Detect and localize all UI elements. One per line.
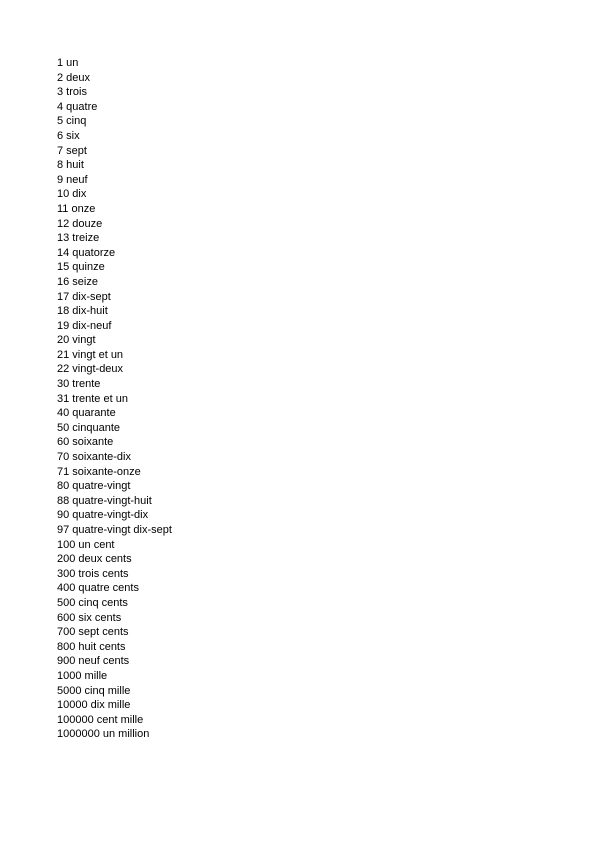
number-entry: 600 six cents	[57, 611, 122, 624]
number-entry: 13 treize	[57, 232, 100, 245]
number-entry: 30 trente	[57, 378, 101, 391]
number-entry: 71 soixante-onze	[57, 465, 141, 478]
number-entry: 80 quatre-vingt	[57, 480, 131, 493]
number-entry: 20 vingt	[57, 334, 96, 347]
number-entry: 7 sept	[57, 144, 87, 157]
number-entry: 21 vingt et un	[57, 348, 124, 361]
number-entry: 31 trente et un	[57, 392, 128, 405]
number-entry: 1000000 un million	[57, 728, 150, 741]
number-entry: 9 neuf	[57, 173, 88, 186]
number-entry: 50 cinquante	[57, 421, 120, 434]
number-entry: 100 un cent	[57, 538, 115, 551]
number-entry: 70 soixante-dix	[57, 451, 131, 464]
number-entry: 4 quatre	[57, 100, 98, 113]
number-entry: 800 huit cents	[57, 640, 126, 653]
number-entry: 8 huit	[57, 159, 84, 172]
number-entry: 900 neuf cents	[57, 655, 130, 668]
number-entry: 10000 dix mille	[57, 699, 131, 712]
number-entry: 6 six	[57, 129, 80, 142]
number-entry: 40 quarante	[57, 407, 116, 420]
number-entry: 2 deux	[57, 71, 91, 84]
number-entry: 3 trois	[57, 86, 87, 99]
number-entry: 700 sept cents	[57, 626, 129, 639]
number-entry: 5 cinq	[57, 115, 87, 128]
number-entry: 1000 mille	[57, 669, 108, 682]
number-entry: 19 dix-neuf	[57, 319, 112, 332]
number-entry: 22 vingt-deux	[57, 363, 124, 376]
number-entry: 18 dix-huit	[57, 305, 108, 318]
number-entry: 14 quatorze	[57, 246, 116, 259]
number-entry: 5000 cinq mille	[57, 684, 131, 697]
number-entry: 11 onze	[57, 202, 96, 215]
number-entry: 300 trois cents	[57, 567, 129, 580]
number-entry: 17 dix-sept	[57, 290, 111, 303]
number-entry: 500 cinq cents	[57, 596, 128, 609]
number-entry: 60 soixante	[57, 436, 114, 449]
number-list	[57, 56, 172, 742]
number-entry: 1 un	[57, 57, 79, 69]
number-entry: 90 quatre-vingt-dix	[57, 509, 149, 522]
number-entry: 16 seize	[57, 275, 98, 288]
number-entry: 15 quinze	[57, 261, 105, 274]
number-entry: 10 dix	[57, 188, 87, 201]
number-entry: 200 deux cents	[57, 553, 132, 566]
number-entry: 88 quatre-vingt-huit	[57, 494, 152, 507]
number-entry: 12 douze	[57, 217, 103, 230]
number-entry: 100000 cent mille	[57, 713, 144, 726]
number-entry: 97 quatre-vingt dix-sept	[57, 524, 172, 536]
number-entry: 400 quatre cents	[57, 582, 139, 595]
